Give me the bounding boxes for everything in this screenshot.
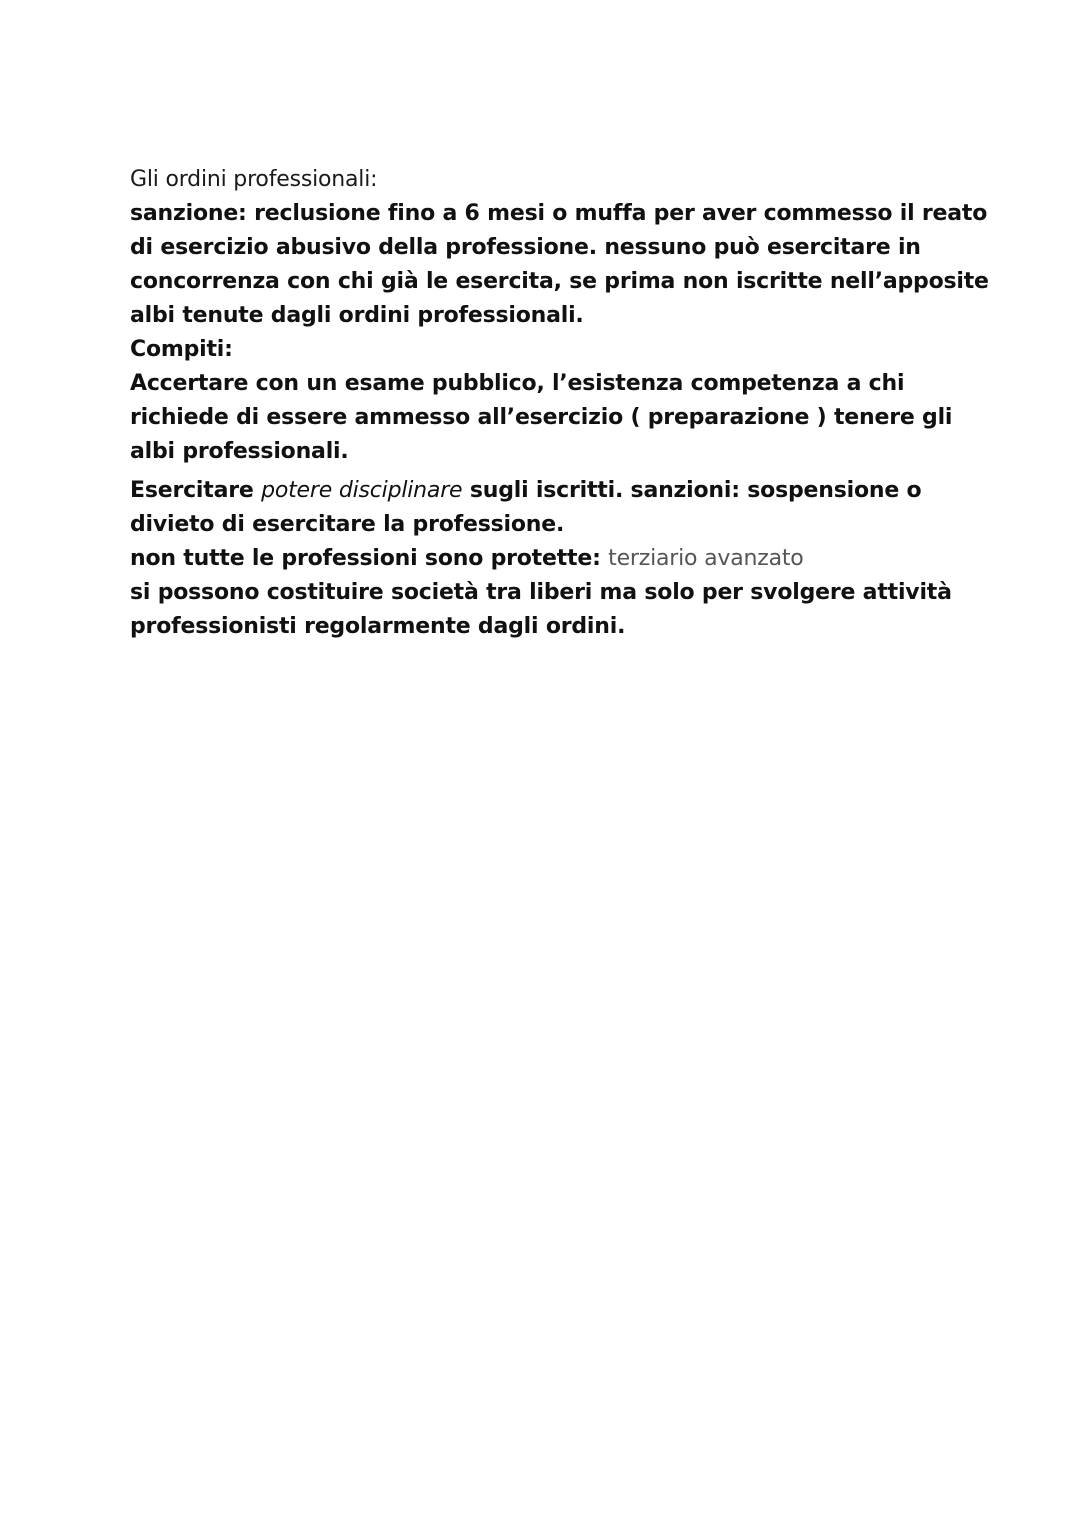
compiti-line-3: albi professionali. xyxy=(130,439,349,464)
protette-text: non tutte le professioni sono protette: xyxy=(130,546,609,571)
sanzione-line-2: di esercizio abusivo della professione. nessuno può esercitare in xyxy=(130,235,921,260)
sanzione-line-4: albi tenute dagli ordini professionali. xyxy=(130,303,584,328)
societa-line-2: professionisti regolarmente dagli ordini. xyxy=(130,614,626,639)
potere-prefix: Esercitare xyxy=(130,478,262,503)
protette-highlight: terziario avanzato xyxy=(608,546,804,571)
compiti-label: Compiti: xyxy=(130,337,233,362)
protette-line xyxy=(130,542,980,576)
notes-title: Gli ordini professionali: xyxy=(130,167,378,192)
sanzione-line-3: concorrenza con chi già le esercita, se prima non iscritte nell’apposite xyxy=(130,269,989,294)
compiti-line-2: richiede di essere ammesso all’esercizio ( preparazione ) tenere gli xyxy=(130,405,953,430)
notes-body xyxy=(130,163,989,644)
societa-line-1: si possono costituire società tra liberi ma solo per svolgere attività xyxy=(130,580,952,605)
sanzione-line-1: sanzione: reclusione fino a 6 mesi o muffa per aver commesso il reato xyxy=(130,201,988,226)
compiti-line-1: Accertare con un esame pubblico, l’esistenza competenza a chi xyxy=(130,371,905,396)
potere-suffix: sugli iscritti. sanzioni: sospensione o xyxy=(462,478,922,503)
potere-line-2: divieto di esercitare la professione. xyxy=(130,512,565,537)
potere-emphasis: potere disciplinare xyxy=(261,478,463,503)
potere-line-1 xyxy=(130,474,980,508)
